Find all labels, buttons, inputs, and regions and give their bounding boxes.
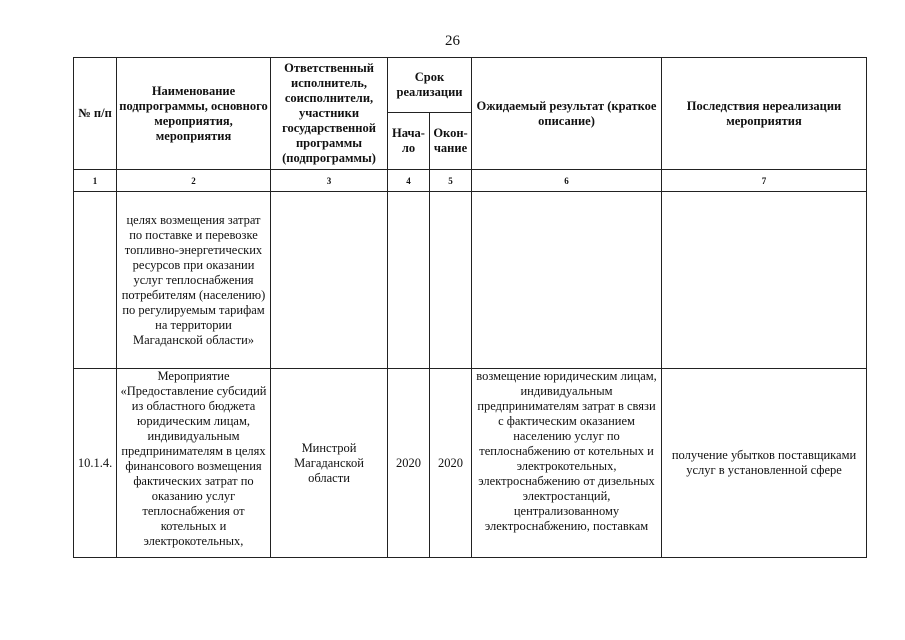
- header-num: № п/п: [74, 58, 117, 170]
- row-num: [74, 192, 117, 369]
- column-number: 5: [430, 170, 472, 192]
- table-row: [74, 192, 867, 369]
- row-start: 2020: [388, 369, 430, 558]
- row-consequences: [662, 192, 867, 369]
- row-result: возмещение юридическим лицам, индивидуальным предпринимателям затрат в связи с фактическим оказанием населению услуг по теплоснабжению от котельных и электрокотельных, электроснабжению от дизельных электростанций, централизованному электроснабжению, поставкам: [472, 369, 662, 558]
- column-number: 7: [662, 170, 867, 192]
- row-end: [430, 192, 472, 369]
- header-end: Окон- чание: [430, 113, 472, 170]
- row-responsible: Минстрой Магаданской области: [271, 369, 388, 558]
- column-number: 1: [74, 170, 117, 192]
- row-num: 10.1.4.: [74, 369, 117, 558]
- header-start: Нача- ло: [388, 113, 430, 170]
- column-number: 2: [117, 170, 271, 192]
- header-result: Ожидаемый результат (краткое описание): [472, 58, 662, 170]
- header-consequences: Последствия нереализации мероприятия: [662, 58, 867, 170]
- row-name: целях возмещения затрат по поставке и перевозке топливно-энергетических ресурсов при оказании услуг теплоснабжения потребителям (населению) по регулируемым тарифам на территории Магаданской области»: [117, 192, 271, 369]
- program-table: [73, 57, 867, 558]
- table-row: [74, 369, 867, 558]
- column-number: 3: [271, 170, 388, 192]
- row-start: [388, 192, 430, 369]
- column-number: 6: [472, 170, 662, 192]
- header-name: Наименование подпрограммы, основного мероприятия, мероприятия: [117, 58, 271, 170]
- column-number-row: [74, 170, 867, 192]
- header-responsible: Ответственный исполнитель, соисполнители, участники государственной программы (подпрограммы): [271, 58, 388, 170]
- row-result: [472, 192, 662, 369]
- row-responsible: [271, 192, 388, 369]
- row-end: 2020: [430, 369, 472, 558]
- row-name: Мероприятие «Предоставление субсидий из областного бюджета юридическим лицам, индивидуальным предпринимателям в целях финансового возмещения фактических затрат по оказанию услуг теплоснабжения от котельных и электрокотельных,: [117, 369, 271, 558]
- column-number: 4: [388, 170, 430, 192]
- row-consequences: получение убытков поставщиками услуг в установленной сфере: [662, 369, 867, 558]
- page-number: 26: [445, 33, 460, 49]
- header-term: Срок реализации: [388, 58, 472, 113]
